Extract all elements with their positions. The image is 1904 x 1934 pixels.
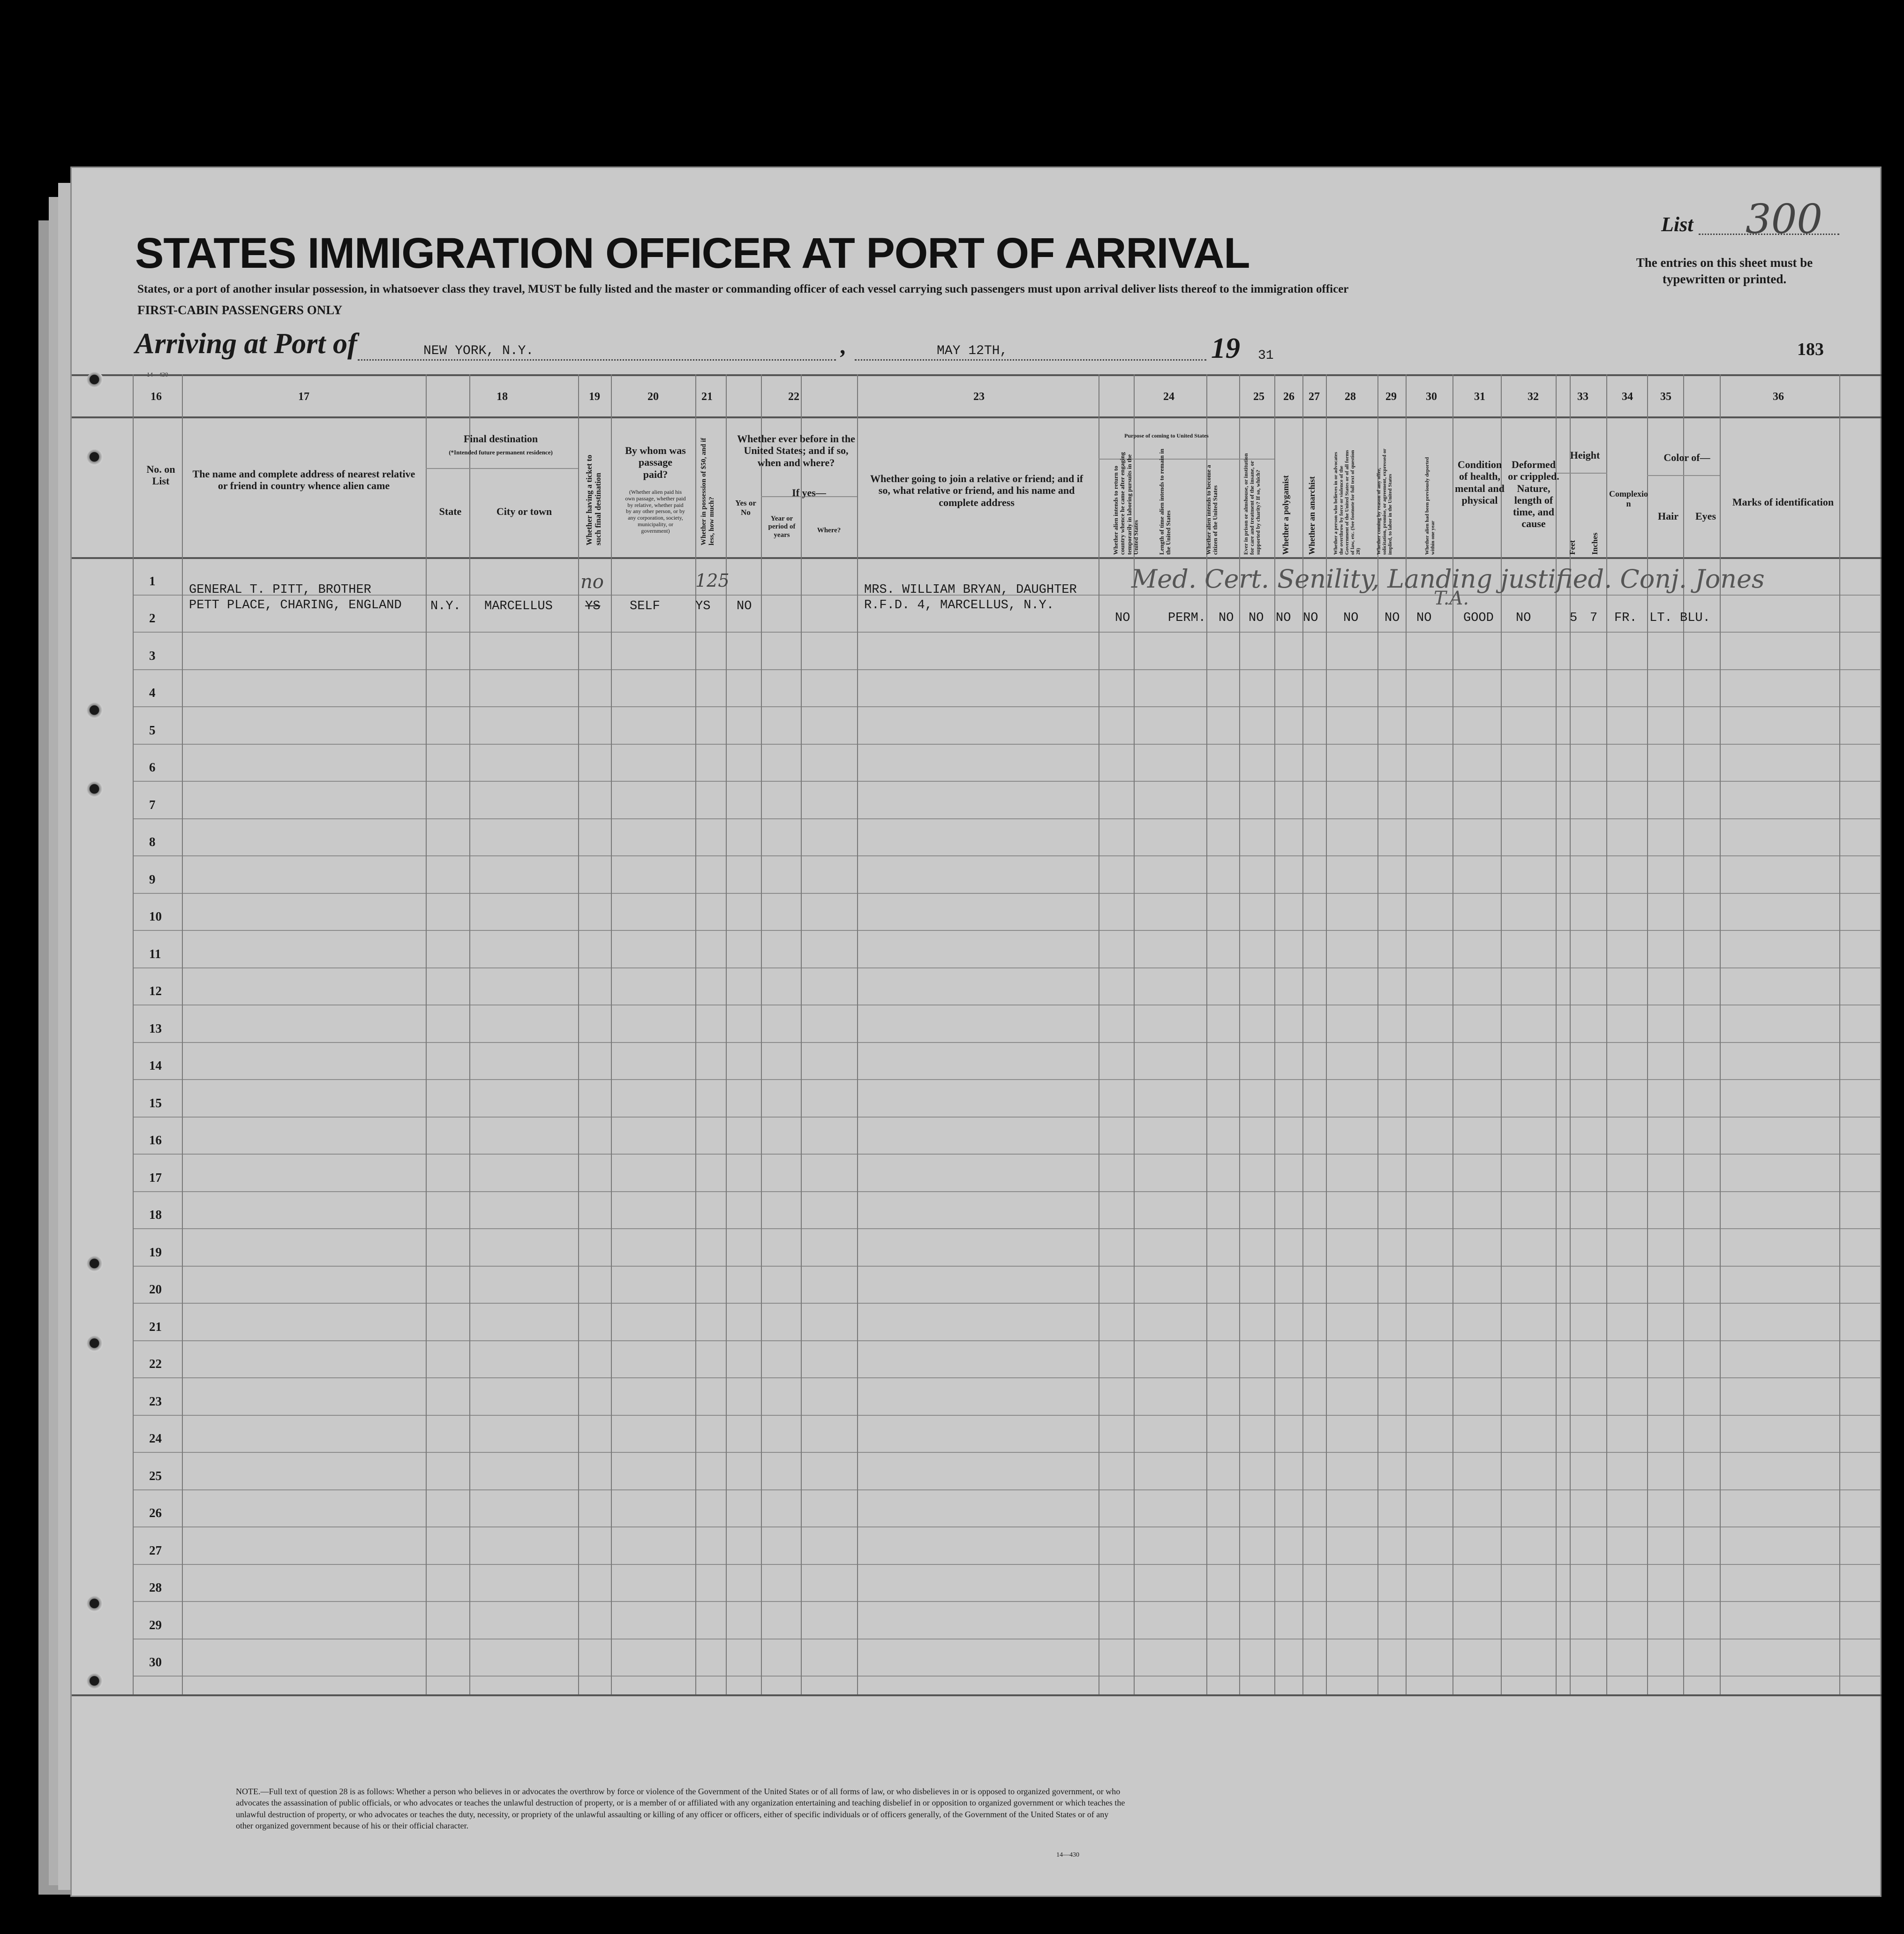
row-number: 17 — [149, 1170, 162, 1185]
row1-deformed: NO — [1516, 611, 1531, 625]
header-complexion: Complexion — [1609, 489, 1648, 508]
date-line — [855, 359, 1206, 361]
col-num: 21 — [701, 391, 713, 403]
row-number: 3 — [149, 648, 156, 663]
grid-row-line — [72, 416, 1881, 418]
grid-row-line — [72, 1694, 1881, 1696]
row1-medical-annotation: Med. Cert. Senility, Landing justified. Conj. Jones — [1131, 564, 1765, 594]
binding-hole — [87, 449, 104, 466]
header-ticket: Whether having a ticket to such final destination — [585, 454, 602, 545]
grid-row-line — [133, 1676, 1881, 1677]
row1-ticket-handwritten: no — [580, 571, 604, 593]
row-number: 22 — [149, 1357, 162, 1371]
year-suffix: 31 — [1258, 348, 1274, 363]
manifest-sheet — [70, 166, 1881, 1897]
grid-row-line — [133, 1079, 1881, 1080]
col-num: 27 — [1309, 391, 1320, 403]
grid-column-line — [469, 374, 470, 1694]
col-num: 22 — [788, 391, 799, 403]
grid-row-line — [72, 557, 1881, 559]
row1-inches: 7 — [1590, 611, 1598, 625]
header-yes-or-no: Yes or No — [735, 499, 756, 517]
col-num: 36 — [1773, 391, 1784, 403]
row1-state: N.Y. — [430, 599, 461, 613]
header-eyes: Eyes — [1695, 510, 1716, 522]
page-number: 183 — [1797, 340, 1824, 359]
header-where: Where? — [817, 527, 841, 534]
grid-row-line — [426, 468, 578, 469]
row-number: 14 — [149, 1058, 162, 1073]
header-q28: Whether a person who believes in or advocates the overthrow by force or violence of the Government of the United States or of all forms of law, etc. (See footnote for full text of question 28) — [1333, 450, 1362, 555]
header-purpose: Purpose of coming to United States — [1124, 432, 1209, 439]
port-value: NEW YORK, N.Y. — [423, 344, 534, 358]
row1-possession: YS — [695, 599, 711, 613]
row-number: 8 — [149, 835, 156, 849]
grid-row-line — [133, 1228, 1881, 1229]
header-marks: Marks of identification — [1732, 496, 1834, 508]
footnote-question-28: NOTE.—Full text of question 28 is as follows: Whether a person who believes in or advocates the overthrow by force or violence of the Government of the United States or of all forms of law, or who disbelieves in or is opposed to organized government, or who advocates the assassination of public officials, or who advocates or teaches the unlawful destruction of property, or is a member of or affiliated with any organization entertaining and teaching disbelief in or opposition to organized government or which teaches the unlawful destruction of property, or who advocates or teaches the duty, necessity, or propriety of the unlawful assaulting or killing of any officer or officers, either of specific individuals or of officers generally, of the Government of the United States or of any other organized government because of his or their official character. — [236, 1787, 1125, 1830]
page-title: STATES IMMIGRATION OFFICER AT PORT OF ARRIVAL — [135, 229, 1250, 277]
row-number: 24 — [149, 1431, 162, 1446]
row-number: 15 — [149, 1095, 162, 1110]
header-no-on-list: No. on List — [146, 463, 175, 487]
row-number: 29 — [149, 1617, 162, 1632]
grid-column-line — [133, 374, 134, 1694]
header-length-stay: Length of time alien intends to remain in the United States — [1158, 448, 1172, 555]
grid-row-line — [133, 818, 1881, 819]
grid-row-line — [133, 1042, 1881, 1043]
binding-hole — [87, 372, 104, 389]
row1-polygamist: NO — [1276, 611, 1291, 625]
row1-city: MARCELLUS — [484, 599, 553, 613]
year-prefix: 19 — [1211, 332, 1240, 364]
col-num: 24 — [1163, 391, 1174, 403]
row1-passage: SELF — [630, 599, 660, 613]
row-number: 28 — [149, 1580, 162, 1595]
grid-column-line — [857, 374, 858, 1694]
grid-row-line — [1647, 475, 1720, 476]
row1-hair: LT. — [1649, 611, 1672, 625]
col-num: 18 — [497, 391, 508, 403]
binding-hole — [87, 703, 104, 719]
grid-row-line — [133, 1377, 1881, 1378]
grid-row-line — [133, 781, 1881, 782]
col-num: 23 — [973, 391, 985, 403]
arriving-label: Arriving at Port of — [135, 328, 357, 360]
grid-row-line — [133, 930, 1881, 931]
col-num: 28 — [1345, 391, 1356, 403]
row-number: 13 — [149, 1021, 162, 1035]
row-number: 27 — [149, 1543, 162, 1557]
header-purpose-return: Whether alien intends to return to country whence he came after engaging temporarily in laboring pursuits in the United States — [1112, 452, 1139, 555]
binding-hole — [87, 1596, 104, 1613]
col-num: 16 — [151, 391, 162, 403]
row1-health: GOOD — [1463, 611, 1494, 625]
row1-before: NO — [737, 599, 752, 613]
col-num: 29 — [1385, 391, 1397, 403]
header-prison: Ever in prison or almshouse, or institution for care and treatment of the insane, or supported by charity? If so, which? — [1242, 453, 1262, 555]
row-number: 19 — [149, 1245, 162, 1259]
header-possession-50: Whether in possession of $50, and if less, how much? — [700, 438, 715, 545]
instructions-line: States, or a port of another insular possession, in whatsoever class they travel, MUST be fully listed and the master or commanding officer of each vessel carrying such passengers must upon arrival deliver lists thereof to the immigration officer — [137, 283, 1349, 295]
row-number: 20 — [149, 1282, 162, 1297]
header-polygamist: Whether a polygamist — [1281, 475, 1290, 555]
grid-row-line — [1556, 473, 1607, 474]
row1-annotation-mark: T.A. — [1434, 588, 1469, 609]
header-health: Condition of health, mental and physical — [1455, 459, 1505, 506]
grid-row-line — [133, 893, 1881, 894]
header-deformed: Deformed or crippled. Nature, length of time, and cause — [1508, 459, 1559, 530]
row1-q29: NO — [1385, 611, 1400, 625]
header-height: Height — [1570, 449, 1600, 461]
grid-column-line — [1839, 374, 1840, 1694]
row-number: 2 — [149, 611, 156, 626]
grid-row-line — [133, 855, 1881, 856]
row1-complexion: FR. — [1614, 611, 1637, 625]
row1-possession-handwritten: 125 — [695, 570, 730, 591]
form-code-bottom: 14—430 — [1056, 1851, 1079, 1858]
row1-q28: NO — [1343, 611, 1359, 625]
header-final-destination: Final destination — [463, 433, 538, 445]
header-city: City or town — [496, 506, 552, 517]
grid-row-line — [133, 744, 1881, 745]
row1-feet: 5 — [1570, 611, 1578, 625]
list-underline — [1699, 234, 1839, 235]
row1-citizen: NO — [1219, 611, 1234, 625]
col-num: 25 — [1253, 391, 1264, 403]
grid-row-line — [133, 967, 1881, 968]
col-num: 33 — [1577, 391, 1588, 403]
row1-join-line1: MRS. WILLIAM BRYAN, DAUGHTER — [864, 583, 1077, 597]
grid-row-line — [133, 1489, 1881, 1490]
grid-column-line — [611, 374, 612, 1694]
row1-prison: NO — [1249, 611, 1264, 625]
header-before-in-us: Whether ever before in the United States; and if so, when and where? — [737, 433, 855, 468]
port-line — [358, 359, 836, 361]
header-year-period: Year or period of years — [768, 515, 796, 539]
grid-row-line — [133, 1191, 1881, 1192]
row-number: 18 — [149, 1208, 162, 1222]
comma: , — [841, 332, 847, 359]
row-number: 25 — [149, 1468, 162, 1483]
grid-row-line — [133, 1340, 1881, 1341]
header-anarchist: Whether an anarchist — [1307, 476, 1317, 555]
header-q29: Whether coming by reason of any offer, solicitation, promise, or agreement, expressed or implied, to labor in the United States — [1376, 448, 1393, 555]
row1-relative-line1: GENERAL T. PITT, BROTHER — [189, 583, 371, 597]
row-number: 30 — [149, 1655, 162, 1670]
header-hair: Hair — [1658, 510, 1678, 522]
row1-anarchist: NO — [1303, 611, 1318, 625]
header-feet: Feet — [1568, 540, 1577, 555]
row-number: 9 — [149, 872, 156, 886]
row1-length: PERM. — [1168, 611, 1206, 625]
row-number: 10 — [149, 909, 162, 924]
header-state: State — [439, 506, 462, 517]
col-num: 30 — [1426, 391, 1437, 403]
grid-row-line — [133, 1415, 1881, 1416]
list-label: List — [1661, 213, 1693, 236]
row1-eyes: BLU. — [1680, 611, 1710, 625]
row-number: 11 — [149, 946, 161, 961]
grid-row-line — [133, 1526, 1881, 1527]
row1-join-line2: R.F.D. 4, MARCELLUS, N.Y. — [864, 598, 1054, 612]
class-line: FIRST-CABIN PASSENGERS ONLY — [137, 303, 343, 317]
grid-row-line — [133, 706, 1881, 707]
grid-column-line — [182, 374, 183, 1694]
row-number: 7 — [149, 797, 156, 812]
binding-hole — [87, 1336, 104, 1352]
grid-column-line — [426, 374, 427, 1694]
row-number: 21 — [149, 1319, 162, 1334]
grid-column-line — [578, 374, 579, 1694]
col-num: 32 — [1528, 391, 1539, 403]
row1-relative-line2: PETT PLACE, CHARING, ENGLAND — [189, 598, 402, 612]
row-number: 26 — [149, 1506, 162, 1520]
header-final-destination-note: (*Intended future permanent residence) — [449, 449, 553, 456]
grid-row-line — [133, 1117, 1881, 1118]
grid-row-line — [72, 374, 1881, 376]
row-number: 4 — [149, 686, 156, 700]
grid-row-line — [133, 632, 1881, 633]
row-number: 16 — [149, 1133, 162, 1148]
date-value: MAY 12TH, — [937, 344, 1008, 358]
col-num: 31 — [1474, 391, 1485, 403]
grid-row-line — [133, 1564, 1881, 1565]
col-num: 35 — [1660, 391, 1671, 403]
grid-row-line — [133, 1303, 1881, 1304]
header-passage-note: (Whether alien paid his own passage, whether paid by relative, whether paid by any other person, or by any corporation, society, municipality, or government) — [625, 489, 686, 534]
header-citizen: Whether alien intends to become a citizen of the United States — [1205, 465, 1219, 555]
col-num: 20 — [647, 391, 659, 403]
col-num: 26 — [1283, 391, 1294, 403]
grid-column-line — [801, 374, 802, 1694]
grid-row-line — [133, 1154, 1881, 1155]
col-num: 19 — [589, 391, 600, 403]
col-num: 34 — [1622, 391, 1633, 403]
row1-purpose-return: NO — [1115, 611, 1130, 625]
header-relative-home: The name and complete address of nearest relative or friend in country whence alien came — [192, 468, 415, 492]
header-inches: Inches — [1590, 532, 1599, 555]
binding-hole — [87, 1673, 104, 1690]
binding-hole — [87, 781, 104, 798]
entries-note: The entries on this sheet must be typewritten or printed. — [1636, 256, 1813, 287]
grid-row-line — [133, 669, 1881, 670]
row-number: 23 — [149, 1394, 162, 1408]
header-color-of: Color of— — [1663, 452, 1710, 463]
row-number: 5 — [149, 723, 156, 737]
row-number: 12 — [149, 984, 162, 998]
row1-ticket: YS — [585, 599, 601, 613]
row1-q30: NO — [1416, 611, 1432, 625]
grid-row-line — [133, 1601, 1881, 1602]
col-num: 17 — [298, 391, 309, 403]
header-if-yes: If yes— — [792, 487, 826, 499]
grid-row-line — [133, 1452, 1881, 1453]
header-join-relative: Whether going to join a relative or friend; and if so, what relative or friend, and his name and complete address — [870, 473, 1084, 508]
header-q30: Whether alien had been previously deported within one year — [1424, 457, 1436, 555]
binding-hole — [87, 1256, 104, 1273]
grid-row-line — [133, 1266, 1881, 1267]
grid-column-line — [761, 374, 762, 1694]
header-passage-paid: By whom was passage paid? — [625, 445, 686, 480]
row-number: 1 — [149, 574, 156, 588]
row-number: 6 — [149, 760, 156, 775]
list-number: 300 — [1746, 196, 1823, 243]
